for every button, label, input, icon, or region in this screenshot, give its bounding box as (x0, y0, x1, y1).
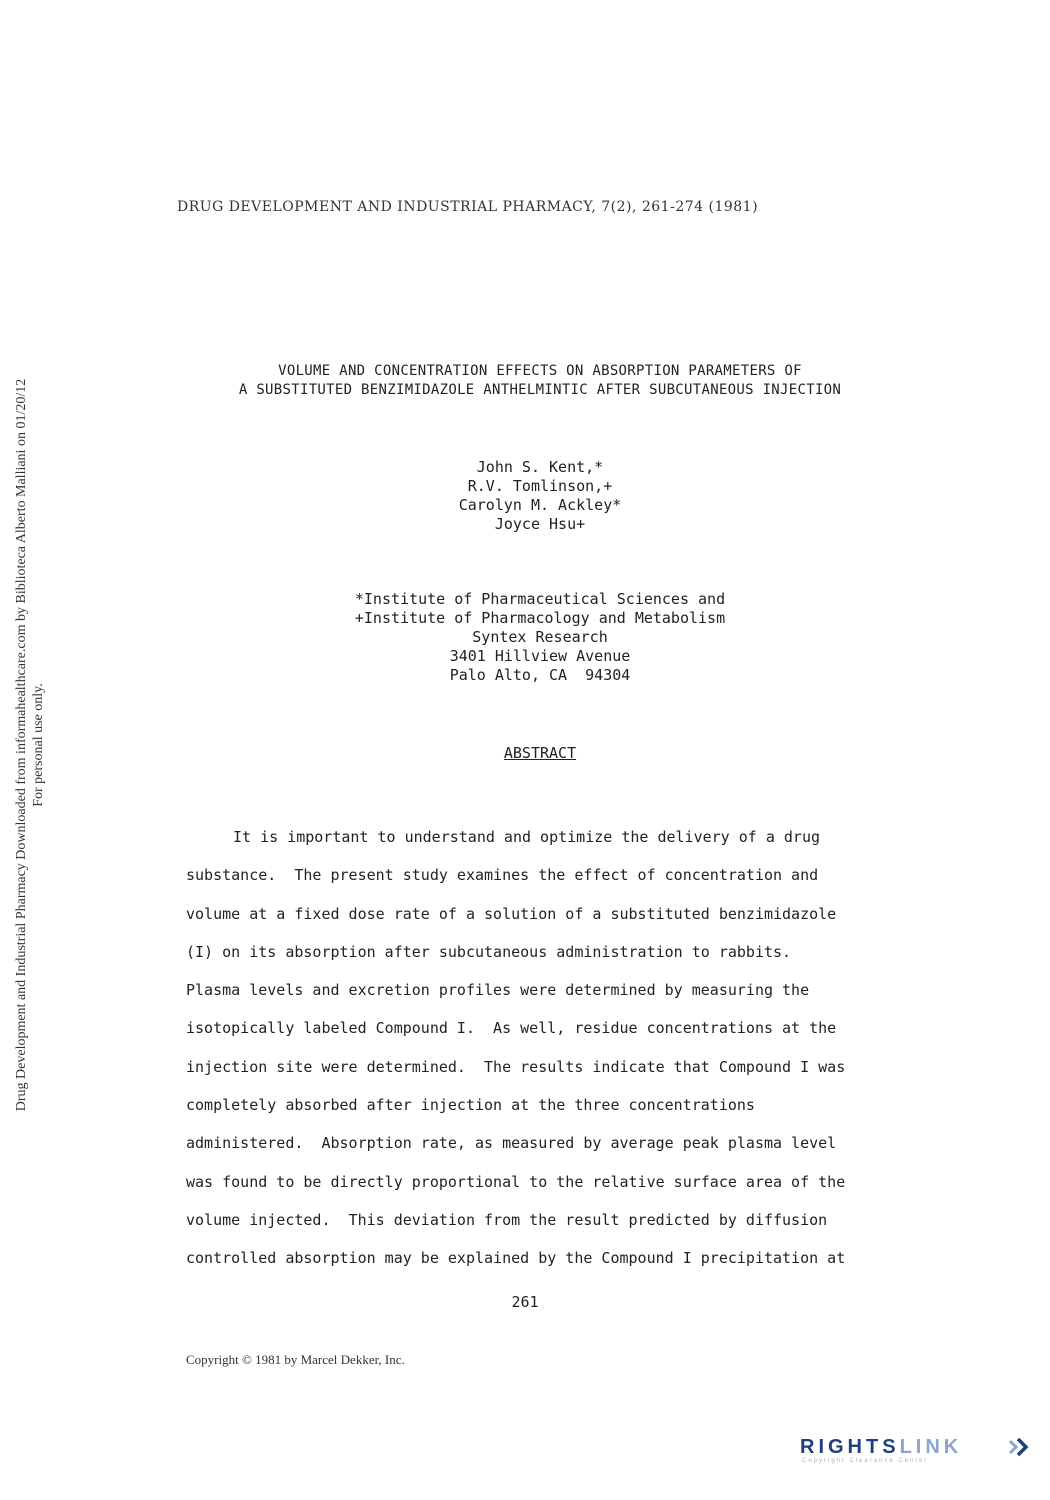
download-notice (13, 379, 47, 1111)
journal-citation: DRUG DEVELOPMENT AND INDUSTRIAL PHARMACY, 7(2), 261-274 (1981) (177, 199, 759, 215)
logo-rights-text: RIGHTS (800, 1436, 900, 1458)
abstract-line: completely absorbed after injection at the three concentrations (186, 1096, 755, 1115)
author-list (340, 458, 740, 534)
abstract-line: was found to be directly proportional to the relative surface area of the (186, 1172, 846, 1191)
abstract-line: controlled absorption may be explained by the Compound I precipitation at (186, 1249, 846, 1268)
affiliation-block (290, 590, 790, 685)
affiliation-line: +Institute of Pharmacology and Metabolism (354, 609, 726, 627)
logo-link-text: LINK (899, 1436, 963, 1458)
abstract-line: volume at a fixed dose rate of a solution of a substituted benzimidazole (186, 904, 837, 923)
affiliation-line: 3401 Hillview Avenue (449, 647, 631, 665)
logo-arrow-icon (1008, 1437, 1030, 1457)
abstract-line: administered. Absorption rate, as measured by average peak plasma level (186, 1134, 837, 1153)
author: Carolyn M. Ackley* (458, 496, 622, 514)
author: R.V. Tomlinson,+ (467, 477, 613, 495)
abstract-line: injection site were determined. The results indicate that Compound I was (186, 1057, 846, 1076)
abstract-line: substance. The present study examines the effect of concentration and (186, 866, 819, 885)
abstract-heading-text: ABSTRACT (503, 744, 577, 762)
download-notice-line: Drug Development and Industrial Pharmacy Downloaded from informahealthcare.com by Biblioteca Alberto Malliani on 01/20/12 (14, 378, 29, 1112)
abstract-line: It is important to understand and optimize the delivery of a drug (233, 828, 820, 846)
title-line-2: A SUBSTITUTED BENZIMIDAZOLE ANTHELMINTIC AFTER SUBCUTANEOUS INJECTION (238, 382, 842, 398)
abstract-line: isotopically labeled Compound I. As well, residue concentrations at the (186, 1019, 837, 1038)
abstract-line: (I) on its absorption after subcutaneous administration to rabbits. (186, 942, 792, 961)
download-sidebar (0, 0, 60, 1500)
copyright-notice: Copyright © 1981 by Marcel Dekker, Inc. (186, 1352, 405, 1367)
personal-use-line: For personal use only. (31, 683, 46, 807)
affiliation-line: Syntex Research (472, 628, 608, 646)
page-number: 261 (511, 1293, 539, 1311)
author: John S. Kent,* (476, 458, 604, 476)
author: Joyce Hsu+ (494, 515, 586, 533)
logo-tagline: Copyright Clearance Center (802, 1458, 929, 1464)
abstract-heading (440, 744, 640, 762)
abstract-line: Plasma levels and excretion profiles were determined by measuring the (186, 981, 810, 1000)
abstract-line: volume injected. This deviation from the result predicted by diffusion (186, 1210, 828, 1229)
title-line-1: VOLUME AND CONCENTRATION EFFECTS ON ABSORPTION PARAMETERS OF (278, 363, 802, 379)
paper-title (140, 362, 940, 400)
rightslink-logo[interactable] (800, 1436, 1032, 1472)
affiliation-line: Palo Alto, CA 94304 (449, 666, 631, 684)
abstract-body (186, 818, 886, 1278)
affiliation-line: *Institute of Pharmaceutical Sciences and (354, 590, 726, 608)
